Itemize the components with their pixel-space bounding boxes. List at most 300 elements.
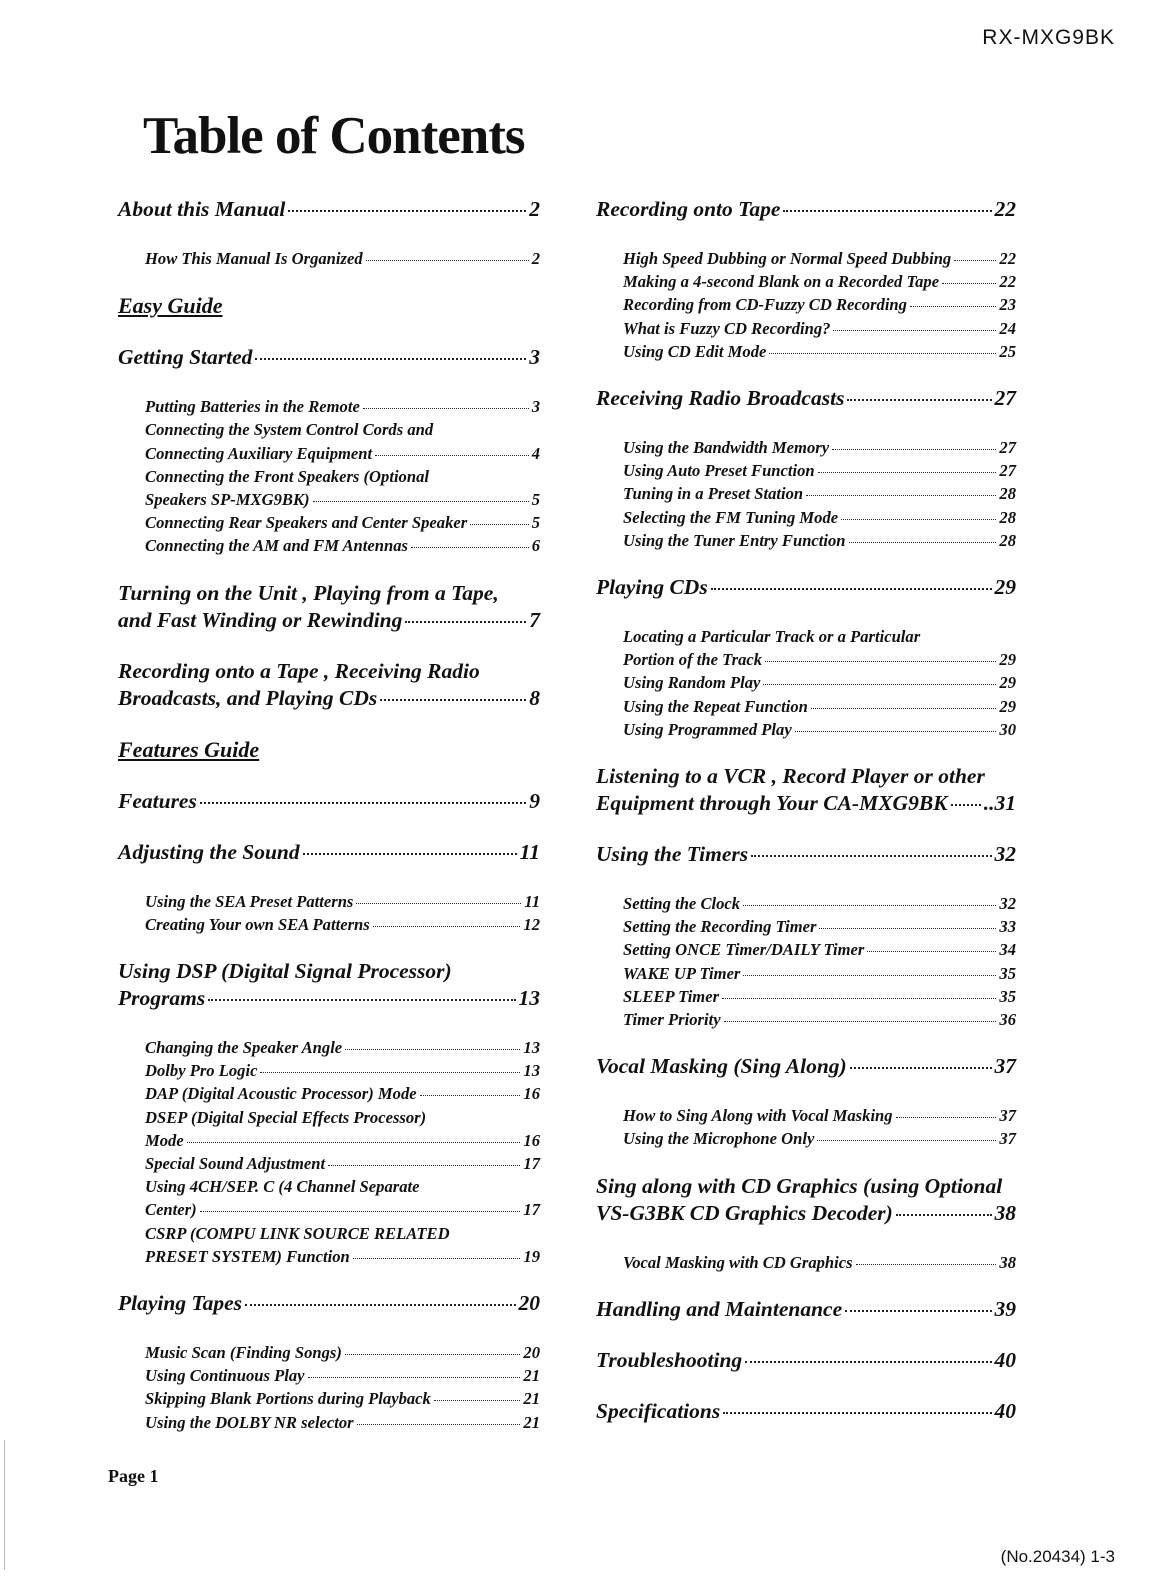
toc-subsection-entry[interactable] bbox=[596, 482, 1016, 505]
dot-leader bbox=[724, 1021, 997, 1022]
toc-entry-title: Equipment through Your CA-MXG9BK bbox=[596, 791, 948, 816]
toc-subsection-list bbox=[118, 247, 540, 270]
dot-leader bbox=[711, 588, 992, 590]
toc-entry-row bbox=[145, 1387, 540, 1410]
toc-entry-row bbox=[145, 1082, 540, 1105]
toc-entry-row bbox=[145, 913, 540, 936]
dot-leader bbox=[910, 306, 996, 307]
toc-subsection-entry[interactable] bbox=[118, 395, 540, 418]
toc-subsection-entry[interactable] bbox=[118, 465, 540, 511]
toc-entry-row bbox=[596, 385, 1016, 412]
toc-subsection-list bbox=[118, 1341, 540, 1434]
dot-leader bbox=[200, 802, 526, 804]
toc-entry-title: Using Continuous Play bbox=[145, 1366, 305, 1386]
toc-entry-title: High Speed Dubbing or Normal Speed Dubbing bbox=[623, 249, 952, 268]
toc-page-number: 8 bbox=[529, 685, 540, 710]
toc-page-number: 22 bbox=[999, 249, 1016, 268]
page-title: Table of Contents bbox=[143, 107, 525, 165]
toc-section-entry[interactable] bbox=[118, 658, 540, 712]
toc-page-number: 13 bbox=[518, 986, 540, 1011]
toc-subsection-entry[interactable] bbox=[118, 913, 540, 936]
toc-subsection-list bbox=[596, 436, 1016, 552]
dot-leader bbox=[841, 519, 996, 520]
toc-entry-title: Features bbox=[118, 788, 197, 813]
toc-entry-row bbox=[596, 841, 1016, 868]
toc-page-number: 29 bbox=[999, 673, 1016, 693]
toc-entry-title: Using Programmed Play bbox=[623, 719, 792, 739]
toc-page-number: 40 bbox=[994, 1398, 1016, 1423]
toc-entry-title: Vocal Masking with CD Graphics bbox=[623, 1252, 853, 1272]
toc-entry-row bbox=[118, 985, 540, 1012]
toc-entry-title: About this Manual bbox=[118, 197, 286, 221]
toc-subsection-entry[interactable] bbox=[596, 459, 1016, 482]
toc-entry-title: Handling and Maintenance bbox=[596, 1296, 843, 1321]
toc-entry-row bbox=[596, 790, 1016, 817]
guide-heading: Features Guide bbox=[118, 736, 260, 762]
dot-leader bbox=[366, 260, 529, 261]
toc-entry-row bbox=[623, 892, 1016, 915]
toc-subsection-entry[interactable] bbox=[596, 317, 1016, 340]
toc-subsection-entry[interactable] bbox=[118, 1036, 540, 1059]
model-number: RX-MXG9BK bbox=[982, 26, 1115, 49]
toc-entry-row bbox=[145, 1341, 540, 1364]
toc-entry-title-line: Sing along with CD Graphics (using Optional bbox=[596, 1173, 1003, 1198]
toc-page-number: 17 bbox=[523, 1200, 540, 1220]
toc-subsection-list bbox=[118, 395, 540, 557]
dot-leader bbox=[245, 1304, 515, 1306]
toc-subsection-entry[interactable] bbox=[118, 1106, 540, 1152]
toc-subsection-list bbox=[118, 1036, 540, 1268]
toc-subsection-entry[interactable] bbox=[596, 506, 1016, 529]
toc-page-number: 33 bbox=[999, 917, 1016, 937]
toc-page-number: 28 bbox=[999, 530, 1016, 550]
toc-section-entry[interactable] bbox=[118, 788, 540, 815]
dot-leader bbox=[470, 524, 528, 525]
toc-entry-title: Playing Tapes bbox=[118, 1291, 243, 1316]
toc-entry-title: Putting Batteries in the Remote bbox=[145, 397, 360, 417]
toc-entry-row bbox=[623, 482, 1016, 505]
toc-entry-title: What is Fuzzy CD Recording? bbox=[623, 318, 831, 338]
toc-entry-title: Setting ONCE Timer/DAILY Timer bbox=[623, 940, 865, 960]
toc-section-entry[interactable] bbox=[118, 580, 540, 634]
toc-entry-title: Using the SEA Preset Patterns bbox=[145, 891, 354, 911]
toc-page-number: 19 bbox=[523, 1246, 540, 1266]
toc-subsection-entry[interactable] bbox=[118, 1059, 540, 1082]
toc-entry-title: Special Sound Adjustment bbox=[145, 1154, 326, 1174]
toc-page-number: 2 bbox=[531, 249, 540, 268]
toc-entry-title: Broadcasts, and Playing CDs bbox=[118, 685, 378, 710]
toc-subsection-entry[interactable] bbox=[596, 340, 1016, 363]
toc-entry-title: Skipping Blank Portions during Playback bbox=[145, 1389, 431, 1409]
dot-leader bbox=[308, 1377, 521, 1378]
toc-entry-row bbox=[623, 985, 1016, 1008]
dot-leader bbox=[751, 855, 991, 857]
toc-entry-row bbox=[623, 529, 1016, 552]
toc-page-number: 30 bbox=[999, 719, 1016, 739]
toc-entry-row bbox=[145, 1364, 540, 1387]
toc-section-entry[interactable] bbox=[596, 574, 1016, 601]
toc-entry-row bbox=[145, 1129, 540, 1152]
dot-leader bbox=[260, 1072, 520, 1073]
dot-leader bbox=[411, 547, 529, 548]
toc-entry-row bbox=[145, 1411, 540, 1434]
toc-entry-row bbox=[145, 511, 540, 534]
toc-subsection-list bbox=[596, 892, 1016, 1031]
toc-section-entry[interactable] bbox=[596, 385, 1016, 412]
dot-leader bbox=[847, 399, 991, 401]
toc-page-number: 27 bbox=[999, 438, 1016, 458]
toc-section-entry[interactable] bbox=[118, 1290, 540, 1317]
dot-leader bbox=[288, 210, 526, 212]
toc-entry-title-line: Recording onto a Tape , Receiving Radio bbox=[118, 658, 480, 683]
toc-page-number: 32 bbox=[999, 894, 1016, 914]
toc-page-number: 11 bbox=[524, 891, 540, 911]
toc-page-number: 21 bbox=[523, 1412, 540, 1432]
toc-page-number: 27 bbox=[999, 461, 1016, 481]
toc-entry-row bbox=[623, 317, 1016, 340]
toc-page-number: 29 bbox=[994, 575, 1016, 600]
toc-section-entry[interactable] bbox=[596, 1398, 1016, 1425]
toc-entry-title: VS-G3BK CD Graphics Decoder) bbox=[596, 1200, 893, 1225]
dot-leader bbox=[954, 260, 996, 261]
dot-leader bbox=[722, 998, 996, 999]
dot-leader bbox=[832, 449, 996, 450]
toc-subsection-entry[interactable] bbox=[118, 1175, 540, 1221]
toc-page-number: 7 bbox=[529, 607, 540, 632]
toc-entry-row bbox=[623, 506, 1016, 529]
toc-entry-title: Receiving Radio Broadcasts bbox=[596, 386, 845, 411]
toc-page-number: 34 bbox=[999, 940, 1016, 960]
toc-entry-title: Using the Timers bbox=[596, 842, 749, 867]
toc-entry-row bbox=[623, 1127, 1016, 1150]
dot-leader bbox=[373, 926, 521, 927]
dot-leader bbox=[951, 804, 981, 806]
toc-section-entry[interactable] bbox=[596, 841, 1016, 868]
toc-entry-row bbox=[596, 1200, 1016, 1227]
toc-section-entry[interactable] bbox=[118, 344, 540, 371]
toc-subsection-list bbox=[596, 247, 1016, 363]
dot-leader bbox=[434, 1400, 521, 1401]
toc-page-number: 40 bbox=[994, 1347, 1016, 1372]
toc-section-entry[interactable] bbox=[596, 763, 1016, 817]
toc-entry-row bbox=[596, 196, 1016, 223]
toc-subsection-entry[interactable] bbox=[118, 418, 540, 464]
toc-entry-title: Timer Priority bbox=[623, 1010, 721, 1030]
toc-subsection-entry[interactable] bbox=[596, 962, 1016, 985]
toc-entry-title-line: Using DSP (Digital Signal Processor) bbox=[118, 959, 452, 984]
dot-leader bbox=[208, 999, 515, 1001]
toc-entry-row bbox=[623, 718, 1016, 741]
guide-heading: Easy Guide bbox=[118, 293, 223, 319]
toc-page-number: 38 bbox=[999, 1252, 1016, 1272]
toc-page-number: 36 bbox=[999, 1010, 1016, 1030]
toc-page-number: 13 bbox=[523, 1038, 540, 1058]
toc-entry-row bbox=[623, 938, 1016, 961]
dot-leader bbox=[795, 731, 997, 732]
toc-entry-title: Selecting the FM Tuning Mode bbox=[623, 507, 839, 527]
toc-page-number: 16 bbox=[523, 1084, 540, 1104]
toc-page-number: 38 bbox=[994, 1200, 1016, 1225]
toc-entry-row bbox=[623, 1008, 1016, 1031]
toc-entry-title: Connecting Auxiliary Equipment bbox=[145, 443, 373, 463]
toc-page-number: 5 bbox=[531, 513, 540, 533]
dot-leader bbox=[328, 1165, 520, 1166]
toc-entry-title: Changing the Speaker Angle bbox=[145, 1038, 343, 1058]
toc-entry-title: Dolby Pro Logic bbox=[145, 1061, 258, 1081]
toc-entry-title: Playing CDs bbox=[596, 575, 708, 600]
toc-page-number: 2 bbox=[529, 197, 540, 221]
toc-entry-row bbox=[118, 196, 540, 223]
dot-leader bbox=[745, 1361, 991, 1363]
toc-subsection-entry[interactable] bbox=[596, 915, 1016, 938]
toc-page-number: 39 bbox=[994, 1296, 1016, 1321]
toc-subsection-entry[interactable] bbox=[118, 1082, 540, 1105]
toc-entry-title: and Fast Winding or Rewinding bbox=[118, 607, 403, 632]
dot-leader bbox=[942, 283, 996, 284]
dot-leader bbox=[817, 1140, 996, 1141]
toc-entry-title: Using Auto Preset Function bbox=[623, 461, 815, 481]
toc-entry-row bbox=[623, 340, 1016, 363]
dot-leader bbox=[345, 1049, 520, 1050]
dot-leader bbox=[833, 330, 996, 331]
toc-section-entry[interactable] bbox=[118, 196, 540, 223]
toc-entry-row bbox=[118, 788, 540, 815]
toc-entry-title: Using the DOLBY NR selector bbox=[145, 1412, 354, 1432]
toc-entry-title: Portion of the Track bbox=[623, 650, 763, 670]
toc-page-number: 29 bbox=[999, 696, 1016, 716]
toc-page-number: 21 bbox=[523, 1366, 540, 1386]
toc-entry-title: Recording onto Tape bbox=[596, 197, 781, 221]
toc-subsection-entry[interactable] bbox=[118, 247, 540, 270]
toc-page-number: 28 bbox=[999, 484, 1016, 504]
toc-entry-title: Connecting Rear Speakers and Center Speaker bbox=[145, 513, 468, 533]
dot-leader bbox=[856, 1264, 997, 1265]
toc-subsection-entry[interactable] bbox=[118, 1152, 540, 1175]
toc-entry-row bbox=[145, 395, 540, 418]
dot-leader bbox=[723, 1412, 991, 1414]
toc-entry-title: Creating Your own SEA Patterns bbox=[145, 914, 370, 934]
dot-leader bbox=[405, 621, 526, 623]
dot-leader bbox=[819, 928, 996, 929]
dot-leader bbox=[356, 903, 521, 904]
toc-subsection-entry[interactable] bbox=[596, 1127, 1016, 1150]
dot-leader bbox=[357, 1424, 521, 1425]
toc-entry-title: Speakers SP-MXG9BK) bbox=[145, 490, 310, 510]
toc-subsection-entry[interactable] bbox=[596, 625, 1016, 671]
toc-entry-row bbox=[145, 890, 540, 913]
toc-entry-row bbox=[596, 574, 1016, 601]
toc-subsection-entry[interactable] bbox=[596, 1251, 1016, 1274]
toc-entry-row bbox=[623, 671, 1016, 694]
dot-leader bbox=[303, 853, 517, 855]
toc-subsection-list bbox=[118, 890, 540, 936]
toc-entry-row bbox=[145, 1198, 540, 1221]
toc-subsection-entry[interactable] bbox=[596, 247, 1016, 270]
toc-page-number: 37 bbox=[994, 1054, 1016, 1079]
toc-entry-row bbox=[623, 695, 1016, 718]
toc-entry-title-line: Connecting the System Control Cords and bbox=[145, 420, 434, 440]
toc-entry-row bbox=[118, 1290, 540, 1317]
toc-page-number: 11 bbox=[519, 839, 540, 864]
toc-entry-title-line: Listening to a VCR , Record Player or other bbox=[596, 764, 985, 789]
dot-leader bbox=[769, 353, 996, 354]
toc-entry-row bbox=[623, 1251, 1016, 1274]
toc-subsection-entry[interactable] bbox=[118, 1222, 540, 1268]
toc-page-number: 35 bbox=[999, 963, 1016, 983]
toc-entry-row bbox=[145, 1152, 540, 1175]
dot-leader bbox=[849, 542, 997, 543]
toc-subsection-list bbox=[596, 1104, 1016, 1150]
toc-entry-row bbox=[623, 293, 1016, 316]
toc-page-number: 5 bbox=[531, 490, 540, 510]
toc-subsection-entry[interactable] bbox=[596, 695, 1016, 718]
toc-entry-title: Vocal Masking (Sing Along) bbox=[596, 1054, 847, 1079]
dot-leader bbox=[896, 1117, 997, 1118]
toc-entry-row bbox=[623, 459, 1016, 482]
toc-entry-row bbox=[118, 344, 540, 371]
toc-section-entry[interactable] bbox=[118, 839, 540, 866]
toc-entry-title: Using Random Play bbox=[623, 673, 761, 693]
toc-subsection-entry[interactable] bbox=[118, 1341, 540, 1364]
toc-page-number: 24 bbox=[999, 318, 1016, 338]
dot-leader bbox=[255, 358, 526, 360]
toc-page-number: 29 bbox=[999, 650, 1016, 670]
toc-page-number: 12 bbox=[523, 914, 540, 934]
toc-entry-title: Using the Repeat Function bbox=[623, 696, 808, 716]
toc-entry-title: Using the Bandwidth Memory bbox=[623, 438, 830, 458]
toc-entry-row bbox=[145, 488, 540, 511]
toc-entry-row bbox=[118, 839, 540, 866]
toc-subsection-entry[interactable] bbox=[596, 293, 1016, 316]
dot-leader bbox=[313, 501, 529, 502]
toc-right-column bbox=[596, 196, 1016, 1449]
toc-section-entry[interactable] bbox=[596, 196, 1016, 223]
toc-page-number: 20 bbox=[518, 1291, 540, 1316]
scan-edge-mark bbox=[4, 1440, 5, 1570]
toc-entry-title: Specifications bbox=[596, 1398, 721, 1423]
toc-subsection-entry[interactable] bbox=[596, 1008, 1016, 1031]
toc-subsection-list bbox=[596, 625, 1016, 741]
toc-left-column bbox=[118, 196, 540, 1456]
dot-leader bbox=[811, 708, 997, 709]
toc-entry-row bbox=[623, 270, 1016, 293]
toc-entry-title: Adjusting the Sound bbox=[118, 839, 300, 864]
toc-subsection-entry[interactable] bbox=[596, 938, 1016, 961]
toc-page-number: 22 bbox=[999, 272, 1016, 292]
toc-entry-title: Setting the Clock bbox=[623, 894, 741, 914]
toc-subsection-entry[interactable] bbox=[596, 270, 1016, 293]
toc-page-number: 21 bbox=[523, 1389, 540, 1409]
dot-leader bbox=[353, 1258, 521, 1259]
toc-entry-title: Using the Tuner Entry Function bbox=[623, 530, 846, 550]
dot-leader bbox=[867, 951, 996, 952]
toc-subsection-entry[interactable] bbox=[118, 890, 540, 913]
toc-entry-row bbox=[145, 1245, 540, 1268]
dot-leader bbox=[765, 661, 996, 662]
toc-entry-row bbox=[145, 442, 540, 465]
toc-entry-row bbox=[596, 1347, 1016, 1374]
toc-subsection-entry[interactable] bbox=[596, 529, 1016, 552]
toc-entry-title: Center) bbox=[145, 1200, 197, 1220]
dot-leader bbox=[363, 408, 529, 409]
toc-entry-title: DAP (Digital Acoustic Processor) Mode bbox=[145, 1084, 417, 1104]
toc-entry-title: How to Sing Along with Vocal Masking bbox=[623, 1106, 893, 1126]
dot-leader bbox=[845, 1310, 991, 1312]
toc-subsection-entry[interactable] bbox=[596, 436, 1016, 459]
toc-page-number: ..31 bbox=[983, 791, 1016, 816]
toc-entry-row bbox=[596, 1296, 1016, 1323]
toc-section-entry[interactable] bbox=[596, 1347, 1016, 1374]
toc-entry-title: Making a 4-second Blank on a Recorded Tape bbox=[623, 272, 940, 292]
toc-entry-row bbox=[623, 915, 1016, 938]
toc-entry-title-line: CSRP (COMPU LINK SOURCE RELATED bbox=[145, 1223, 450, 1243]
toc-entry-title-line: Locating a Particular Track or a Particular bbox=[623, 627, 921, 647]
toc-subsection-entry[interactable] bbox=[596, 1104, 1016, 1127]
toc-entry-row bbox=[145, 534, 540, 557]
toc-entry-row bbox=[596, 1398, 1016, 1425]
toc-subsection-entry[interactable] bbox=[118, 1387, 540, 1410]
dot-leader bbox=[345, 1354, 521, 1355]
toc-subsection-entry[interactable] bbox=[118, 534, 540, 557]
toc-entry-title: Recording from CD-Fuzzy CD Recording bbox=[623, 295, 907, 315]
toc-entry-row bbox=[145, 1036, 540, 1059]
toc-subsection-entry[interactable] bbox=[118, 1364, 540, 1387]
toc-page-number: 32 bbox=[994, 842, 1016, 867]
toc-entry-title: Mode bbox=[145, 1130, 184, 1150]
toc-subsection-entry[interactable] bbox=[596, 671, 1016, 694]
toc-entry-row bbox=[145, 1059, 540, 1082]
toc-page-number: 23 bbox=[999, 295, 1016, 315]
toc-entry-row bbox=[623, 962, 1016, 985]
toc-subsection-list bbox=[596, 1251, 1016, 1274]
toc-subsection-entry[interactable] bbox=[596, 718, 1016, 741]
toc-subsection-entry[interactable] bbox=[596, 985, 1016, 1008]
toc-subsection-entry[interactable] bbox=[118, 1411, 540, 1434]
toc-page-number: 35 bbox=[999, 986, 1016, 1006]
toc-page-number: 37 bbox=[999, 1129, 1016, 1149]
toc-entry-title: Tuning in a Preset Station bbox=[623, 484, 804, 504]
toc-page-number: 3 bbox=[529, 345, 540, 370]
dot-leader bbox=[783, 210, 991, 212]
document-number: (No.20434) 1-3 bbox=[1000, 1547, 1115, 1566]
toc-entry-title: Music Scan (Finding Songs) bbox=[145, 1343, 342, 1363]
toc-page-number: 13 bbox=[523, 1061, 540, 1081]
toc-section-entry[interactable] bbox=[596, 1296, 1016, 1323]
toc-subsection-entry[interactable] bbox=[596, 892, 1016, 915]
toc-entry-row bbox=[145, 247, 540, 270]
toc-entry-row bbox=[623, 1104, 1016, 1127]
toc-entry-title: PRESET SYSTEM) Function bbox=[145, 1246, 350, 1266]
toc-page-number: 17 bbox=[523, 1154, 540, 1174]
toc-page-number: 28 bbox=[999, 507, 1016, 527]
toc-section-entry[interactable] bbox=[596, 1053, 1016, 1080]
toc-entry-row bbox=[623, 247, 1016, 270]
toc-page-number: 37 bbox=[999, 1106, 1016, 1126]
toc-entry-title-line: DSEP (Digital Special Effects Processor) bbox=[145, 1107, 427, 1127]
toc-page-number: 4 bbox=[531, 443, 540, 463]
toc-subsection-entry[interactable] bbox=[118, 511, 540, 534]
dot-leader bbox=[375, 455, 529, 456]
toc-entry-title: SLEEP Timer bbox=[623, 986, 720, 1006]
toc-section-entry[interactable] bbox=[596, 1173, 1016, 1227]
toc-page-number: 20 bbox=[523, 1343, 540, 1363]
dot-leader bbox=[763, 684, 996, 685]
page-label: Page 1 bbox=[108, 1466, 159, 1486]
toc-section-entry[interactable] bbox=[118, 958, 540, 1012]
toc-entry-title: Getting Started bbox=[118, 345, 253, 370]
dot-leader bbox=[200, 1211, 521, 1212]
dot-leader bbox=[806, 495, 996, 496]
